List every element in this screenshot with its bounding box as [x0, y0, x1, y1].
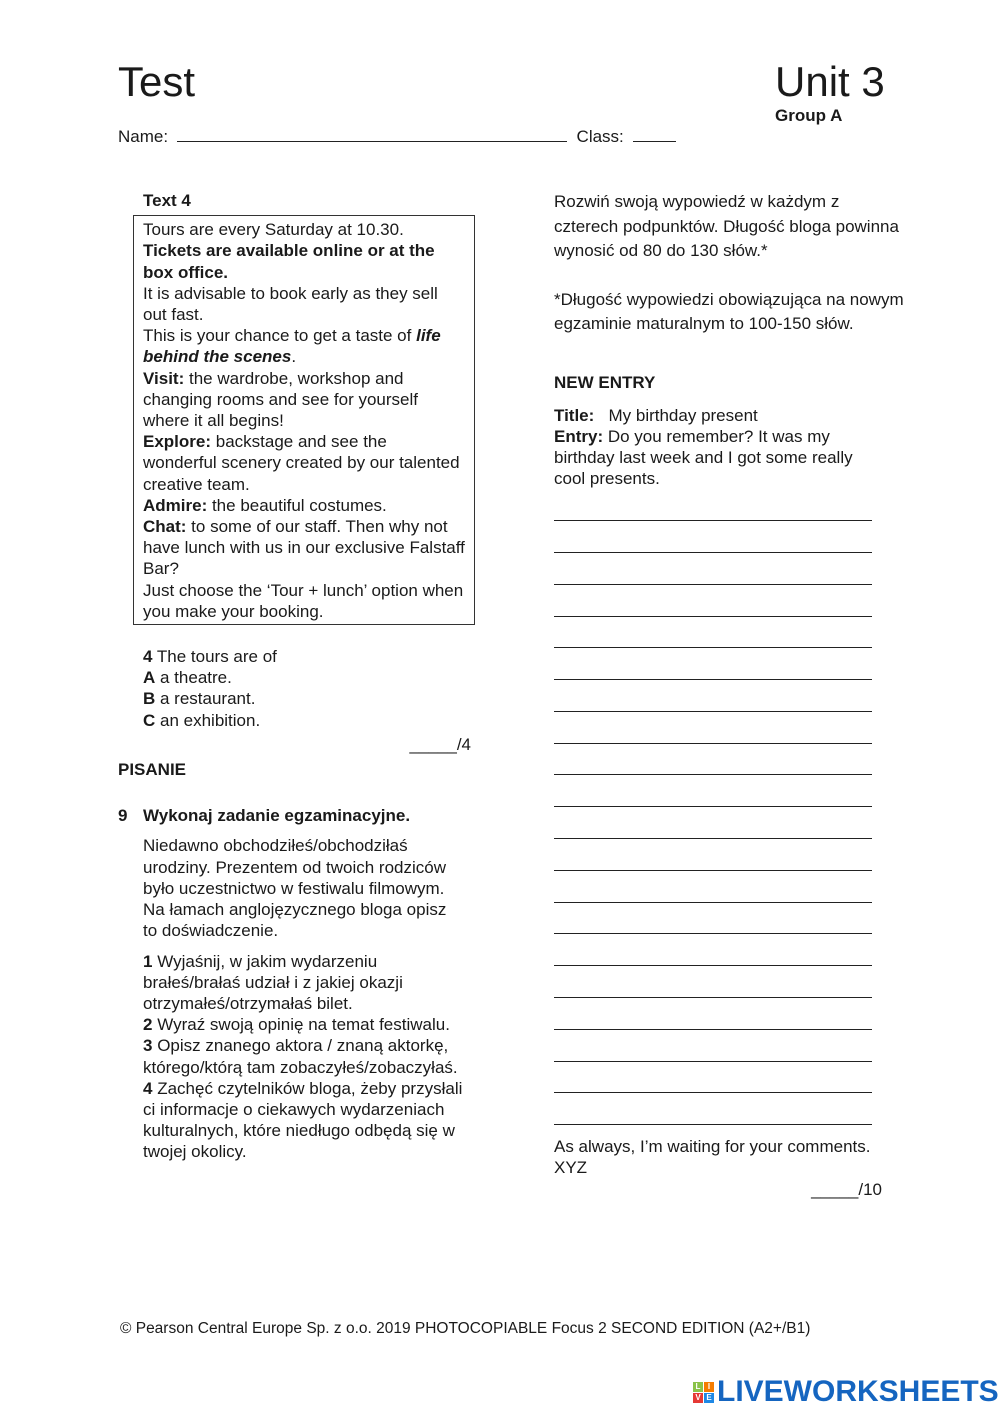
question-number: 4	[143, 647, 153, 667]
option-c[interactable]	[143, 710, 488, 731]
point-number: 4	[143, 1078, 153, 1098]
class-field[interactable]	[633, 127, 676, 142]
logo-cell: E	[704, 1393, 714, 1403]
entry-text-row	[554, 426, 884, 490]
advisable-info: It is advisable to book early as they sell out fast.	[143, 283, 438, 325]
closing	[554, 1136, 904, 1178]
writing-line[interactable]	[554, 807, 872, 839]
task-points	[143, 951, 463, 1163]
name-class-row	[118, 127, 676, 147]
writing-line[interactable]	[554, 966, 872, 998]
entry-title-row	[554, 405, 884, 426]
point-text: Opisz znanego aktora / znaną aktorkę, którego/którą tam zobaczyłeś/zobaczyłaś.	[143, 1036, 458, 1077]
visit-text: the wardrobe, workshop and changing rooms and see for yourself where it all begins!	[143, 368, 418, 431]
chance-period: .	[291, 347, 297, 367]
writing-line[interactable]	[554, 1093, 872, 1125]
instruction-text: Rozwiń swoją wypowiedź w każdym z czterech podpunktów. Długość bloga powinna wynosić od 80 do 130 słów.*	[554, 192, 899, 260]
writing-line[interactable]	[554, 839, 872, 871]
writing-line[interactable]	[554, 934, 872, 966]
writing-line[interactable]	[554, 871, 872, 903]
reading-score: _____/4	[409, 734, 471, 754]
point-text: Wyraź swoją opinię na temat festiwalu.	[152, 1015, 450, 1035]
task-number: 9	[118, 806, 128, 826]
explore-text: backstage and see the wonderful scenery created by our talented creative team.	[143, 432, 460, 494]
option-text: an exhibition.	[155, 710, 261, 730]
chat-info	[143, 516, 465, 580]
tour-times: Tours are every Saturday at 10.30.	[143, 220, 404, 240]
logo-cell: I	[704, 1382, 714, 1392]
question-stem	[143, 646, 488, 667]
entry-label: Entry:	[554, 426, 604, 446]
chat-label: Chat:	[143, 517, 187, 537]
writing-line[interactable]	[554, 775, 872, 807]
admire-label: Admire:	[143, 495, 208, 515]
test-title: Test	[118, 58, 196, 105]
writing-line[interactable]	[554, 712, 872, 744]
writing-line[interactable]	[554, 998, 872, 1030]
choose-info: Just choose the ‘Tour + lunch’ option when you make your booking.	[143, 580, 464, 621]
unit-title: Unit 3	[775, 58, 885, 105]
writing-line[interactable]	[554, 1062, 872, 1094]
explore-label: Explore:	[143, 432, 212, 452]
point-1	[143, 951, 463, 1015]
writing-line[interactable]	[554, 648, 872, 680]
point-number: 1	[143, 951, 153, 971]
copyright-footer: © Pearson Central Europe Sp. z o.o. 2019 PHOTOCOPIABLE Focus 2 SECOND EDITION (A2+/B1)	[120, 1320, 811, 1337]
admire-text: the beautiful costumes.	[207, 495, 387, 515]
left-column	[118, 190, 488, 1163]
writing-line[interactable]	[554, 1030, 872, 1062]
logo-text: LIVEWORKSHEETS	[717, 1375, 999, 1408]
point-3	[143, 1035, 463, 1077]
right-column	[554, 190, 904, 1200]
option-a[interactable]	[143, 667, 488, 688]
writing-line[interactable]	[554, 521, 872, 553]
point-4	[143, 1078, 463, 1163]
task-title: Wykonaj zadanie egzaminacyjne.	[143, 806, 411, 826]
new-entry-heading: NEW ENTRY	[554, 372, 656, 392]
visit-info	[143, 368, 465, 432]
title-label: Title:	[554, 405, 595, 425]
closing-line: As always, I’m waiting for your comments.	[554, 1137, 871, 1157]
group-label: Group A	[775, 106, 843, 125]
writing-line[interactable]	[554, 744, 872, 776]
title-value: My birthday present	[594, 405, 758, 425]
logo-grid-icon	[693, 1382, 714, 1403]
task-body: Niedawno obchodziłeś/obchodziłaś urodziny. Prezentem od twoich rodziców było uczestnictwo w festiwalu filmowym. Na łamach anglojęzycznego bloga opisz to doświadczenie.	[143, 836, 447, 941]
option-b[interactable]	[143, 688, 488, 709]
point-text: Wyjaśnij, w jakim wydarzeniu brałeś/brałaś udział i z jakiej okazji otrzymałeś/otrzymałaś bilet.	[143, 951, 403, 1013]
logo-cell: V	[693, 1393, 703, 1403]
signature: XYZ	[554, 1158, 588, 1178]
class-label: Class:	[576, 127, 624, 146]
question-4	[143, 646, 488, 731]
text4-label: Text 4	[143, 191, 191, 210]
visit-label: Visit:	[143, 368, 185, 388]
explore-info	[143, 431, 465, 495]
writing-line[interactable]	[554, 553, 872, 585]
option-letter: A	[143, 668, 156, 688]
question-text: The tours are of	[152, 647, 277, 667]
pisanie-heading: PISANIE	[118, 760, 187, 780]
chance-text: This is your chance to get a taste of	[143, 326, 417, 346]
option-letter: B	[143, 689, 156, 709]
writing-score: _____/10	[811, 1179, 882, 1199]
point-number: 3	[143, 1036, 153, 1056]
logo-cell: L	[693, 1382, 703, 1392]
blog-entry	[554, 405, 884, 490]
writing-line[interactable]	[554, 585, 872, 617]
writing-line[interactable]	[554, 680, 872, 712]
chance-emphasis: life behind the scenes	[143, 326, 441, 367]
point-text: Zachęć czytelników bloga, żeby przysłali ci informacje o ciekawych wydarzeniach kulturalnych, które niedługo odbędą się w twojej okolicy.	[143, 1078, 463, 1162]
text4-box	[133, 215, 475, 625]
option-letter: C	[143, 710, 156, 730]
writing-line[interactable]	[554, 617, 872, 649]
point-number: 2	[143, 1015, 153, 1035]
writing-area	[554, 489, 904, 1125]
task-9-heading	[118, 805, 488, 826]
name-field[interactable]	[177, 127, 567, 142]
tickets-info: Tickets are available online or at the box office.	[143, 241, 435, 282]
writing-line[interactable]	[554, 903, 872, 935]
point-2	[143, 1014, 463, 1035]
length-note: *Długość wypowiedzi obowiązująca na nowym egzaminie maturalnym to 100-150 słów.	[554, 289, 904, 333]
chance-info	[143, 325, 465, 367]
admire-info	[143, 495, 465, 516]
option-text: a restaurant.	[155, 689, 256, 709]
liveworksheets-logo	[693, 1375, 999, 1409]
chat-text: to some of our staff. Then why not have lunch with us in our exclusive Falstaff Bar?	[143, 517, 465, 579]
entry-text: Do you remember? It was my birthday last week and I got some really cool presents.	[554, 426, 853, 489]
option-text: a theatre.	[155, 668, 232, 688]
writing-line[interactable]	[554, 489, 872, 521]
name-label: Name:	[118, 127, 169, 146]
